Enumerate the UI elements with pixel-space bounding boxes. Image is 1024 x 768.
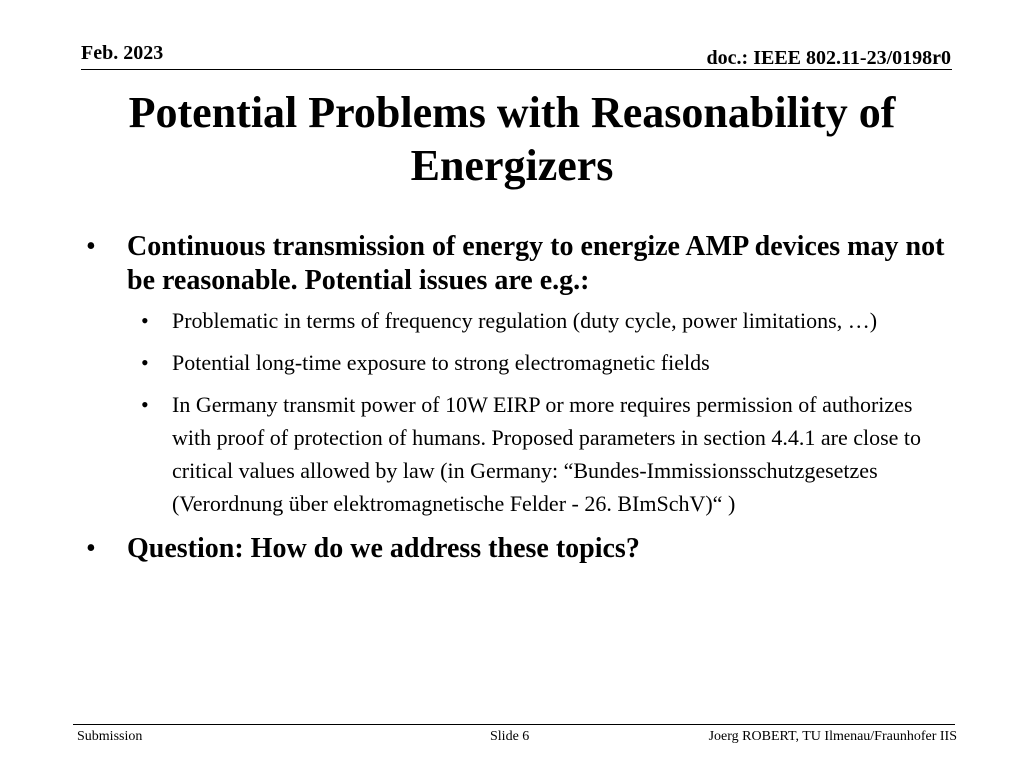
header-divider: [81, 69, 952, 70]
bullet-text: Continuous transmission of energy to energize AMP devices may not be reasonable. Potential issues are e.g.:: [127, 231, 945, 296]
bullet-icon: •: [86, 533, 96, 564]
bullet-icon: •: [141, 392, 149, 417]
sub-bullet-text: Problematic in terms of frequency regulation (duty cycle, power limitations, …): [172, 308, 878, 333]
bullet-icon: •: [86, 231, 96, 262]
header-date: Feb. 2023: [81, 42, 164, 64]
header-doc-id: doc.: IEEE 802.11-23/0198r0: [706, 47, 951, 69]
sub-bullet-list: [127, 304, 953, 520]
bullet-item: [83, 532, 953, 566]
bullet-icon: •: [141, 308, 149, 333]
footer-divider: [73, 724, 955, 725]
sub-bullet-item: [127, 304, 953, 337]
sub-bullet-text: Potential long-time exposure to strong electromagnetic fields: [172, 350, 710, 375]
bullet-text: Question: How do we address these topics?: [127, 533, 640, 564]
slide-title: Potential Problems with Reasonability of Energizers: [128, 88, 896, 190]
sub-bullet-text: In Germany transmit power of 10W EIRP or more requires permission of authorizes with proof of protection of humans. Proposed parameters in section 4.4.1 are close to critical values allowed by law (in Germany: “Bundes-Immissionsschutzgesetzes (Verordnung über elektromagnetische Felder - 26. BImSchV)“ ): [172, 392, 922, 516]
footer-author: Joerg ROBERT, TU Ilmenau/Fraunhofer IIS: [708, 729, 957, 744]
slide-number: Slide 6: [490, 729, 530, 744]
bullet-icon: •: [141, 350, 149, 375]
sub-bullet-item: [127, 388, 953, 520]
footer-left: Submission: [77, 729, 143, 744]
slide-body: [83, 230, 953, 566]
sub-bullet-item: [127, 346, 953, 379]
bullet-item: [83, 230, 953, 298]
